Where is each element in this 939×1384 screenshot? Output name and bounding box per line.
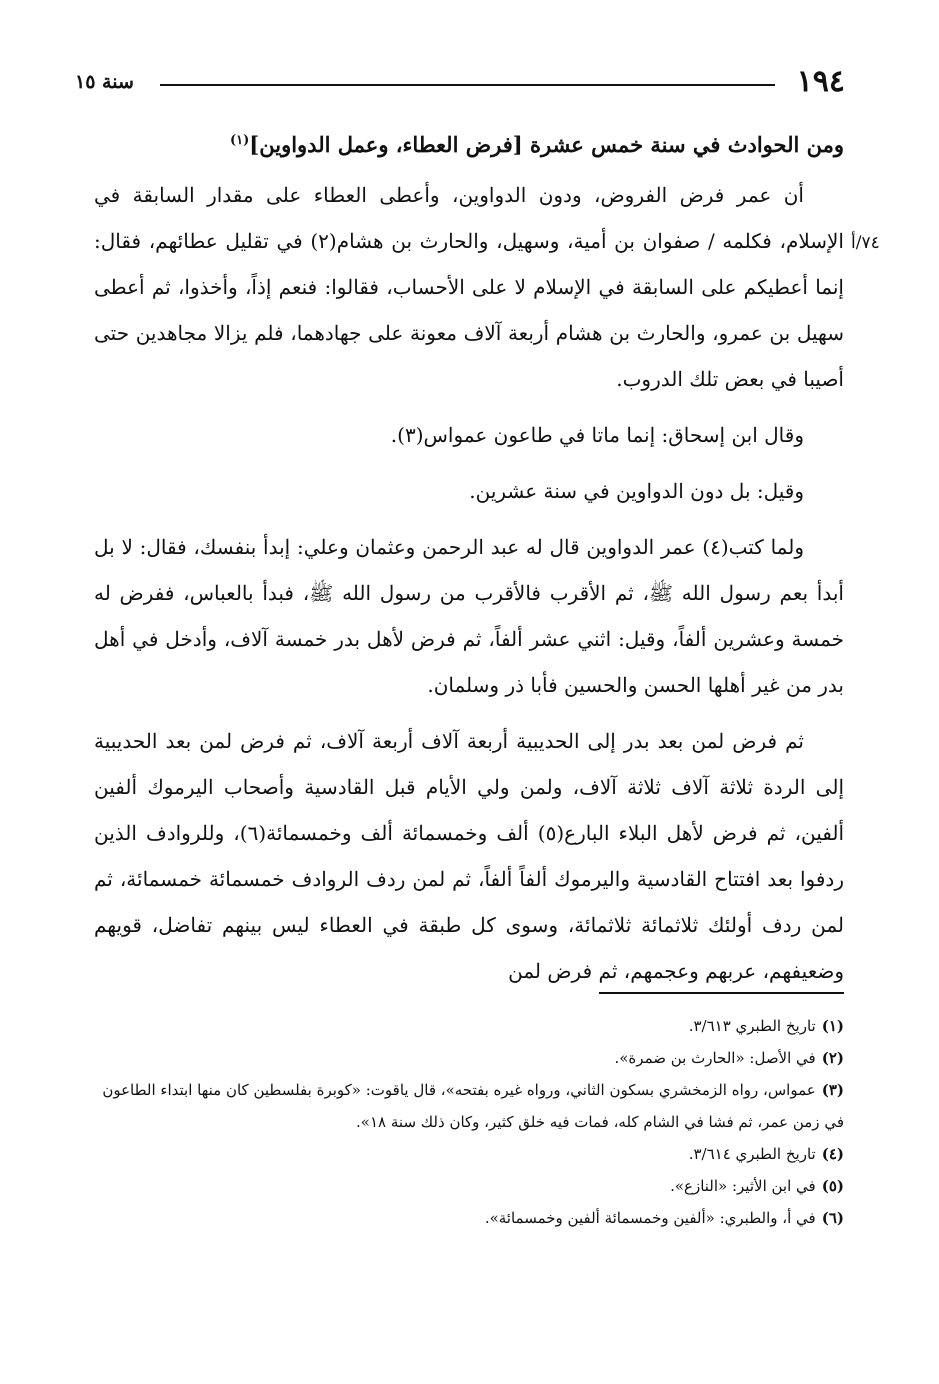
paragraph: وقيل: بل دون الدواوين في سنة عشرين. — [469, 479, 804, 503]
paragraph: أن عمر فرض الفروض، ودون الدواوين، وأعطى العطاء على مقدار السابقة في الإسلام، فكلمه / صفوان بن أمية، وسهيل، والحارث بن هشام(٢) في تقليل عطائهم، فقال: إنما أعطيكم على السابقة في الإسلام لا على الأحساب، فقالوا: فنعم إذاً، وأخذوا، ثم أعطى سهيل بن عمرو، والحارث بن هشام أربعة آلاف معونة على جهادهما، فلم يزالا مجاهدين حتى أصيبا في بعض تلك الدروب. — [94, 183, 844, 391]
page-header — [75, 62, 845, 102]
footnote-text: في أ، والطبري: «ألفين وخمسمائة ألفين وخمسمائة». — [484, 1209, 816, 1227]
footnote-number: (٦) — [821, 1209, 844, 1227]
footnote-item — [94, 1010, 844, 1042]
header-rule — [160, 84, 775, 86]
paragraph: ولما كتب(٤) عمر الدواوين قال له عبد الرحمن وعثمان وعلي: إبدأ بنفسك، فقال: لا بل أبدأ بعم رسول الله ﷺ، ثم الأقرب فالأقرب من رسول الله ﷺ، فبدأ بالعباس، ففرض له خمسة وعشرين ألفاً، وقيل: اثني عشر ألفاً، ثم فرض لأهل بدر خمسة آلاف، وأدخل في أهل بدر من غير أهلها الحسن والحسين فأبا ذر وسلمان. — [94, 535, 844, 697]
margin-folio-note: ٧٤/أ — [851, 233, 880, 253]
section-heading-note: (١) — [230, 133, 250, 148]
footnote-number: (٢) — [821, 1049, 844, 1067]
footnotes — [94, 1010, 844, 1234]
footnote-number: (١) — [821, 1017, 844, 1035]
footnote-item — [94, 1202, 844, 1234]
footnote-text: في الأصل: «الحارث بن ضمرة». — [614, 1049, 816, 1067]
footnote-item — [94, 1042, 844, 1074]
footnote-separator — [599, 992, 844, 994]
footnote-text: في ابن الأثير: «النازع». — [670, 1177, 816, 1195]
footnote-item — [94, 1074, 844, 1138]
section-heading-text: ومن الحوادث في سنة خمس عشرة [فرض العطاء، وعمل الدواوين] — [249, 132, 844, 157]
footnote-text: تاريخ الطبري ٣/٦١٤. — [688, 1145, 816, 1163]
section-heading — [60, 124, 844, 162]
paragraph: وقال ابن إسحاق: إنما ماتا في طاعون عمواس(٣). — [390, 423, 804, 447]
page-number: ١٩٤ — [796, 64, 845, 99]
footnote-number: (٤) — [821, 1145, 844, 1163]
footnote-number: (٥) — [821, 1177, 844, 1195]
footnote-item — [94, 1138, 844, 1170]
paragraph: ثم فرض لمن بعد بدر إلى الحديبية أربعة آلاف أربعة آلاف، ثم فرض لمن بعد الحديبية إلى الردة ثلاثة آلاف ثلاثة آلاف، ولمن ولي الأيام قبل القادسية وأصحاب اليرموك ألفين ألفين، ثم فرض لأهل البلاء البارع(٥) ألف وخمسمائة ألف وخمسمائة(٦)، وللروادف الذين ردفوا بعد افتتاح القادسية واليرموك ألفاً ألفاً، ثم لمن ردف الروادف خمسمائة خمسمائة، ثم لمن ردف أولئك ثلاثمائة ثلاثمائة، وسوى كل طبقة في العطاء ليس بينهم تفاضل، قويهم وضعيفهم، عربهم وعجمهم، ثم فرض لمن — [94, 729, 845, 983]
footnote-item — [94, 1170, 844, 1202]
footnote-number: (٣) — [821, 1081, 844, 1099]
footnote-text: عمواس، رواه الزمخشري بسكون الثاني، ورواه غيره بفتحه»، قال ياقوت: «كوبرة بفلسطين كان منها ابتداء الطاعون في زمن عمر، ثم فشا في الشام كله، فمات فيه خلق كثير، وكان ذلك سنة ١٨». — [102, 1081, 844, 1131]
running-head: سنة ١٥ — [75, 71, 134, 93]
footnote-text: تاريخ الطبري ٣/٦١٣. — [688, 1017, 816, 1035]
body-text — [94, 172, 844, 1004]
